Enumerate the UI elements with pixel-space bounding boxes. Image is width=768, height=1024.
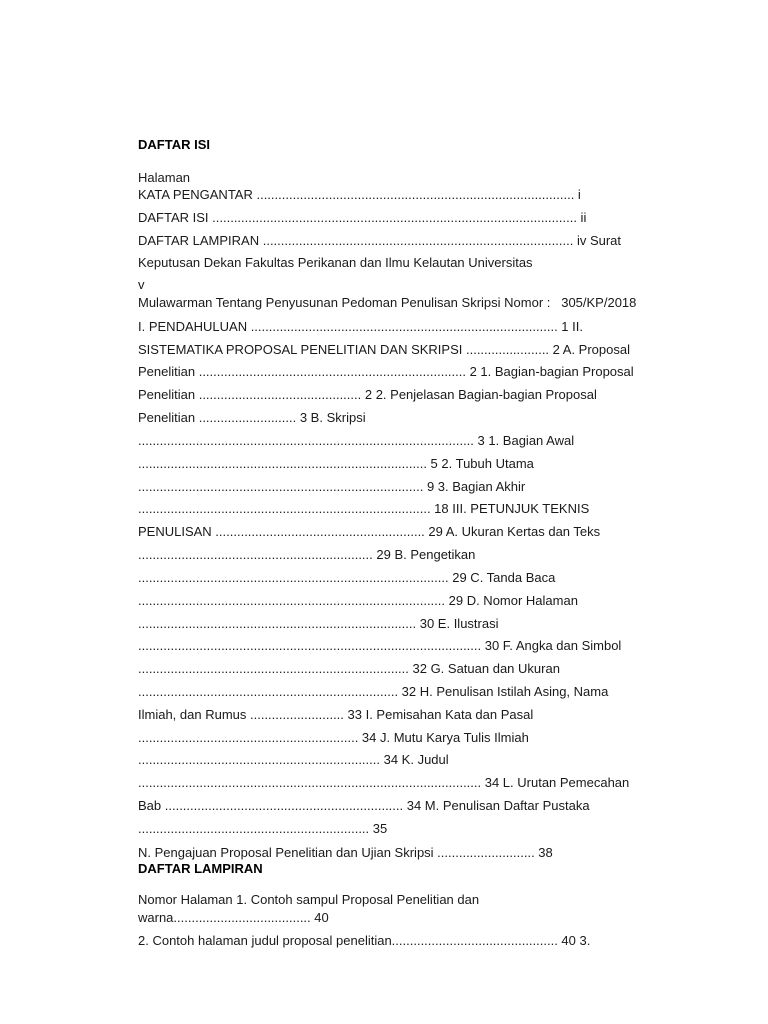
toc-line: ............................................................................... 9 3. Bagian Akhir <box>138 479 526 494</box>
toc-heading: DAFTAR ISI <box>138 137 210 152</box>
toc-line: SISTEMATIKA PROPOSAL PENELITIAN DAN SKRIPSI ....................... 2 A. Proposal <box>138 342 630 357</box>
toc-line: v <box>138 277 145 292</box>
toc-line: Halaman <box>138 170 191 185</box>
toc-line: Penelitian ........................... 3 B. Skripsi <box>138 410 366 425</box>
toc-line: ................................................................. 29 B. Pengetikan <box>138 547 476 562</box>
toc-line: ..................................................................................... 29 D. Nomor Halaman <box>138 593 578 608</box>
toc-line: ................................................................ 35 <box>138 821 388 836</box>
toc-line: Mulawarman Tentang Penyusunan Pedoman Penulisan Skripsi Nomor : 305/KP/2018 <box>138 295 637 310</box>
toc-line: N. Pengajuan Proposal Penelitian dan Ujian Skripsi ........................... 38 <box>138 845 553 860</box>
toc-line: ............................................................................................... 34 L. Urutan Pemecahan <box>138 775 630 790</box>
lampiran-line: warna...................................... 40 <box>138 910 329 925</box>
toc-line: DAFTAR LAMPIRAN ...................................................................................... iv Surat <box>138 233 622 248</box>
lampiran-heading: DAFTAR LAMPIRAN <box>138 861 263 876</box>
toc-line: I. PENDAHULUAN ..................................................................................... 1 II. <box>138 319 583 334</box>
toc-line: ............................................................................................. 3 1. Bagian Awal <box>138 433 575 448</box>
toc-line: DAFTAR ISI ..................................................................................................... ii <box>138 210 587 225</box>
toc-line: ................................................................................. 18 III. PETUNJUK TEKNIS <box>138 501 590 516</box>
toc-line: ................................................................... 34 K. Judul <box>138 752 449 767</box>
toc-line: Penelitian ............................................. 2 2. Penjelasan Bagian-bagian Proposal <box>138 387 597 402</box>
lampiran-line: Nomor Halaman 1. Contoh sampul Proposal Penelitian dan <box>138 892 480 907</box>
toc-line: KATA PENGANTAR ........................................................................................ i <box>138 187 581 202</box>
toc-line: PENULISAN .......................................................... 29 A. Ukuran Kertas dan Teks <box>138 524 601 539</box>
toc-line: ........................................................................ 32 H. Penulisan Istilah Asing, Nama <box>138 684 609 699</box>
toc-line: ............................................................................. 30 E. Ilustrasi <box>138 616 499 631</box>
lampiran-line: 2. Contoh halaman judul proposal penelitian.............................................. 40 3. <box>138 933 591 948</box>
toc-line: ................................................................................ 5 2. Tubuh Utama <box>138 456 534 471</box>
toc-line: ............................................................. 34 J. Mutu Karya Tulis Ilmiah <box>138 730 529 745</box>
toc-line: ...................................................................................... 29 C. Tanda Baca <box>138 570 556 585</box>
toc-line: Bab .................................................................. 34 M. Penulisan Daftar Pustaka <box>138 798 590 813</box>
toc-line: ............................................................................................... 30 F. Angka dan Simbol <box>138 638 622 653</box>
toc-line: Ilmiah, dan Rumus .......................... 33 I. Pemisahan Kata dan Pasal <box>138 707 534 722</box>
toc-line: ........................................................................... 32 G. Satuan dan Ukuran <box>138 661 560 676</box>
toc-line: Penelitian .......................................................................... 2 1. Bagian-bagian Proposal <box>138 364 634 379</box>
toc-line: Keputusan Dekan Fakultas Perikanan dan Ilmu Kelautan Universitas <box>138 255 533 270</box>
